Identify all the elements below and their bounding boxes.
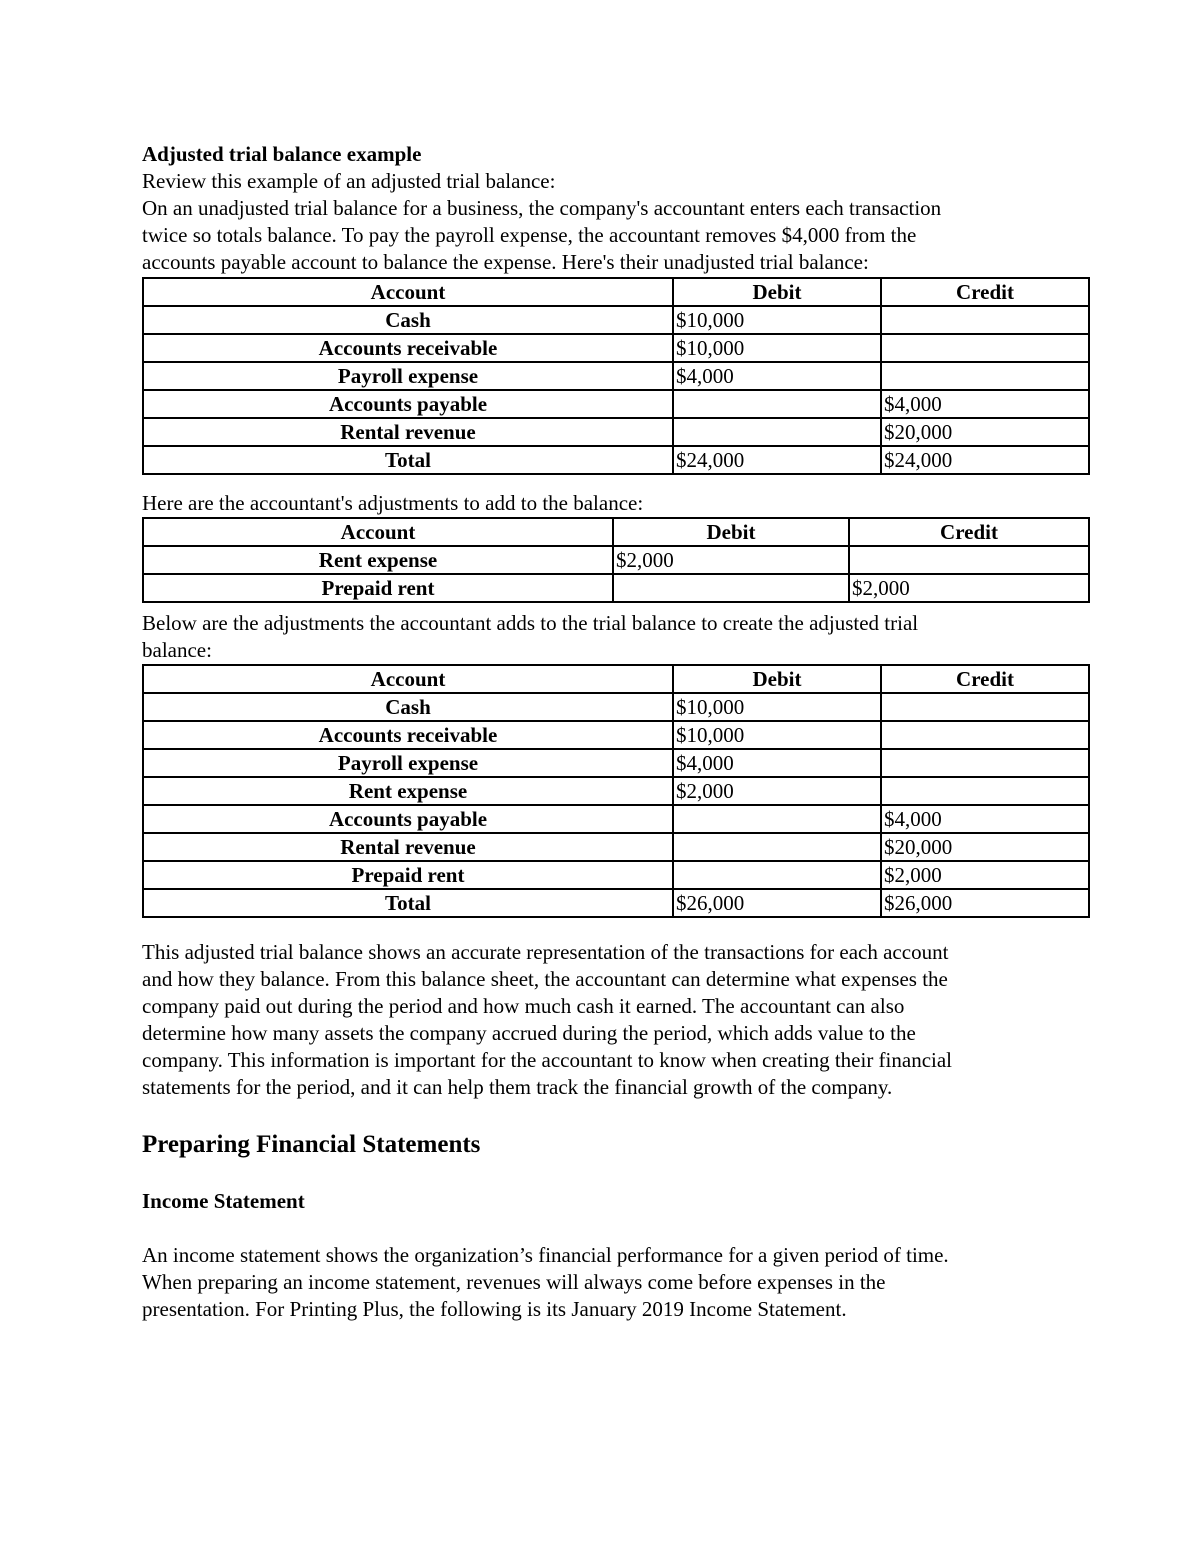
- adjustments-intro: [142, 490, 1088, 517]
- credit-cell: $2,000: [849, 574, 1089, 602]
- debit-cell: $10,000: [673, 334, 881, 362]
- account-cell: Rent expense: [143, 546, 613, 574]
- debit-cell: [673, 861, 881, 889]
- header-account: Account: [143, 518, 613, 546]
- unadjusted-trial-balance-table: [142, 277, 1088, 475]
- paragraph-line: An income statement shows the organization’s financial performance for a given period of time.: [142, 1243, 949, 1267]
- credit-cell: [881, 334, 1089, 362]
- account-cell: Rental revenue: [143, 418, 673, 446]
- account-cell: Payroll expense: [143, 749, 673, 777]
- table-row: [143, 306, 1089, 334]
- header-credit: Credit: [881, 278, 1089, 306]
- debit-cell: $4,000: [673, 749, 881, 777]
- table-header-row: [143, 278, 1089, 306]
- subsection-income-statement: [142, 1188, 1088, 1215]
- account-cell: Prepaid rent: [143, 574, 613, 602]
- header-credit: Credit: [881, 665, 1089, 693]
- table-row: [143, 861, 1089, 889]
- credit-cell: $4,000: [881, 805, 1089, 833]
- section-title: Adjusted trial balance example: [142, 142, 422, 166]
- paragraph-line: accounts payable account to balance the expense. Here's their unadjusted trial balance:: [142, 250, 869, 274]
- section-heading: Preparing Financial Statements: [142, 1131, 481, 1158]
- table-header-row: [143, 518, 1089, 546]
- debit-cell: [673, 418, 881, 446]
- credit-cell: [881, 362, 1089, 390]
- credit-cell: $20,000: [881, 418, 1089, 446]
- debit-cell: [613, 574, 849, 602]
- account-cell: Cash: [143, 306, 673, 334]
- debit-cell: [673, 833, 881, 861]
- table-row: [143, 693, 1089, 721]
- header-account: Account: [143, 278, 673, 306]
- paragraph-line: Here are the accountant's adjustments to add to the balance:: [142, 491, 644, 515]
- header-debit: Debit: [673, 665, 881, 693]
- income-statement-paragraph: [142, 1242, 1088, 1323]
- paragraph-line: and how they balance. From this balance sheet, the accountant can determine what expenses the: [142, 967, 948, 991]
- debit-cell: $10,000: [673, 693, 881, 721]
- paragraph-line: balance:: [142, 638, 212, 662]
- table-row: [143, 833, 1089, 861]
- paragraph-line: statements for the period, and it can help them track the financial growth of the company.: [142, 1075, 893, 1099]
- debit-cell: $2,000: [673, 777, 881, 805]
- section-financial-statements: [142, 1129, 1088, 1161]
- table-row: [143, 574, 1089, 602]
- credit-cell: $2,000: [881, 861, 1089, 889]
- credit-cell: $26,000: [881, 889, 1089, 917]
- adjusted-trial-balance-table: [142, 664, 1088, 918]
- table: [142, 664, 1090, 918]
- paragraph-line: On an unadjusted trial balance for a business, the company's accountant enters each transaction: [142, 196, 942, 220]
- credit-cell: [881, 721, 1089, 749]
- debit-cell: $26,000: [673, 889, 881, 917]
- table-header-row: [143, 665, 1089, 693]
- account-cell: Rental revenue: [143, 833, 673, 861]
- account-cell: Total: [143, 889, 673, 917]
- account-cell: Payroll expense: [143, 362, 673, 390]
- account-cell: Accounts payable: [143, 805, 673, 833]
- section-intro: [142, 141, 1088, 276]
- table-row: [143, 777, 1089, 805]
- credit-cell: $20,000: [881, 833, 1089, 861]
- account-cell: Cash: [143, 693, 673, 721]
- debit-cell: [673, 390, 881, 418]
- account-cell: Accounts receivable: [143, 721, 673, 749]
- paragraph-line: twice so totals balance. To pay the payroll expense, the accountant removes $4,000 from the: [142, 223, 917, 247]
- credit-cell: [881, 749, 1089, 777]
- credit-cell: [881, 306, 1089, 334]
- summary-paragraph: [142, 939, 1088, 1101]
- paragraph-line: presentation. For Printing Plus, the following is its January 2019 Income Statement.: [142, 1297, 847, 1321]
- header-debit: Debit: [673, 278, 881, 306]
- credit-cell: [881, 693, 1089, 721]
- paragraph-line: company. This information is important for the accountant to know when creating their financial: [142, 1048, 953, 1072]
- debit-cell: [673, 805, 881, 833]
- table: [142, 517, 1090, 603]
- table-row: [143, 546, 1089, 574]
- debit-cell: $10,000: [673, 721, 881, 749]
- table-row: [143, 418, 1089, 446]
- table: [142, 277, 1090, 475]
- table-total-row: [143, 889, 1089, 917]
- table-row: [143, 805, 1089, 833]
- account-cell: Prepaid rent: [143, 861, 673, 889]
- credit-cell: [881, 777, 1089, 805]
- header-credit: Credit: [849, 518, 1089, 546]
- paragraph-line: When preparing an income statement, revenues will always come before expenses in the: [142, 1270, 886, 1294]
- debit-cell: $10,000: [673, 306, 881, 334]
- paragraph-line: This adjusted trial balance shows an accurate representation of the transactions for each account: [142, 940, 949, 964]
- table-row: [143, 362, 1089, 390]
- debit-cell: $4,000: [673, 362, 881, 390]
- header-account: Account: [143, 665, 673, 693]
- credit-cell: [849, 546, 1089, 574]
- paragraph-line: determine how many assets the company accrued during the period, which adds value to the: [142, 1021, 916, 1045]
- table-row: [143, 721, 1089, 749]
- table-row: [143, 334, 1089, 362]
- credit-cell: $4,000: [881, 390, 1089, 418]
- header-debit: Debit: [613, 518, 849, 546]
- account-cell: Total: [143, 446, 673, 474]
- debit-cell: $24,000: [673, 446, 881, 474]
- account-cell: Rent expense: [143, 777, 673, 805]
- intro-line: Review this example of an adjusted trial balance:: [142, 169, 556, 193]
- table-row: [143, 390, 1089, 418]
- table-row: [143, 749, 1089, 777]
- paragraph-line: company paid out during the period and how much cash it earned. The accountant can also: [142, 994, 905, 1018]
- adjustments-table: [142, 517, 1088, 603]
- subsection-heading: Income Statement: [142, 1189, 305, 1213]
- debit-cell: $2,000: [613, 546, 849, 574]
- table-total-row: [143, 446, 1089, 474]
- paragraph-line: Below are the adjustments the accountant adds to the trial balance to create the adjusted trial: [142, 611, 919, 635]
- account-cell: Accounts receivable: [143, 334, 673, 362]
- adjusted-intro: [142, 610, 1088, 664]
- credit-cell: $24,000: [881, 446, 1089, 474]
- account-cell: Accounts payable: [143, 390, 673, 418]
